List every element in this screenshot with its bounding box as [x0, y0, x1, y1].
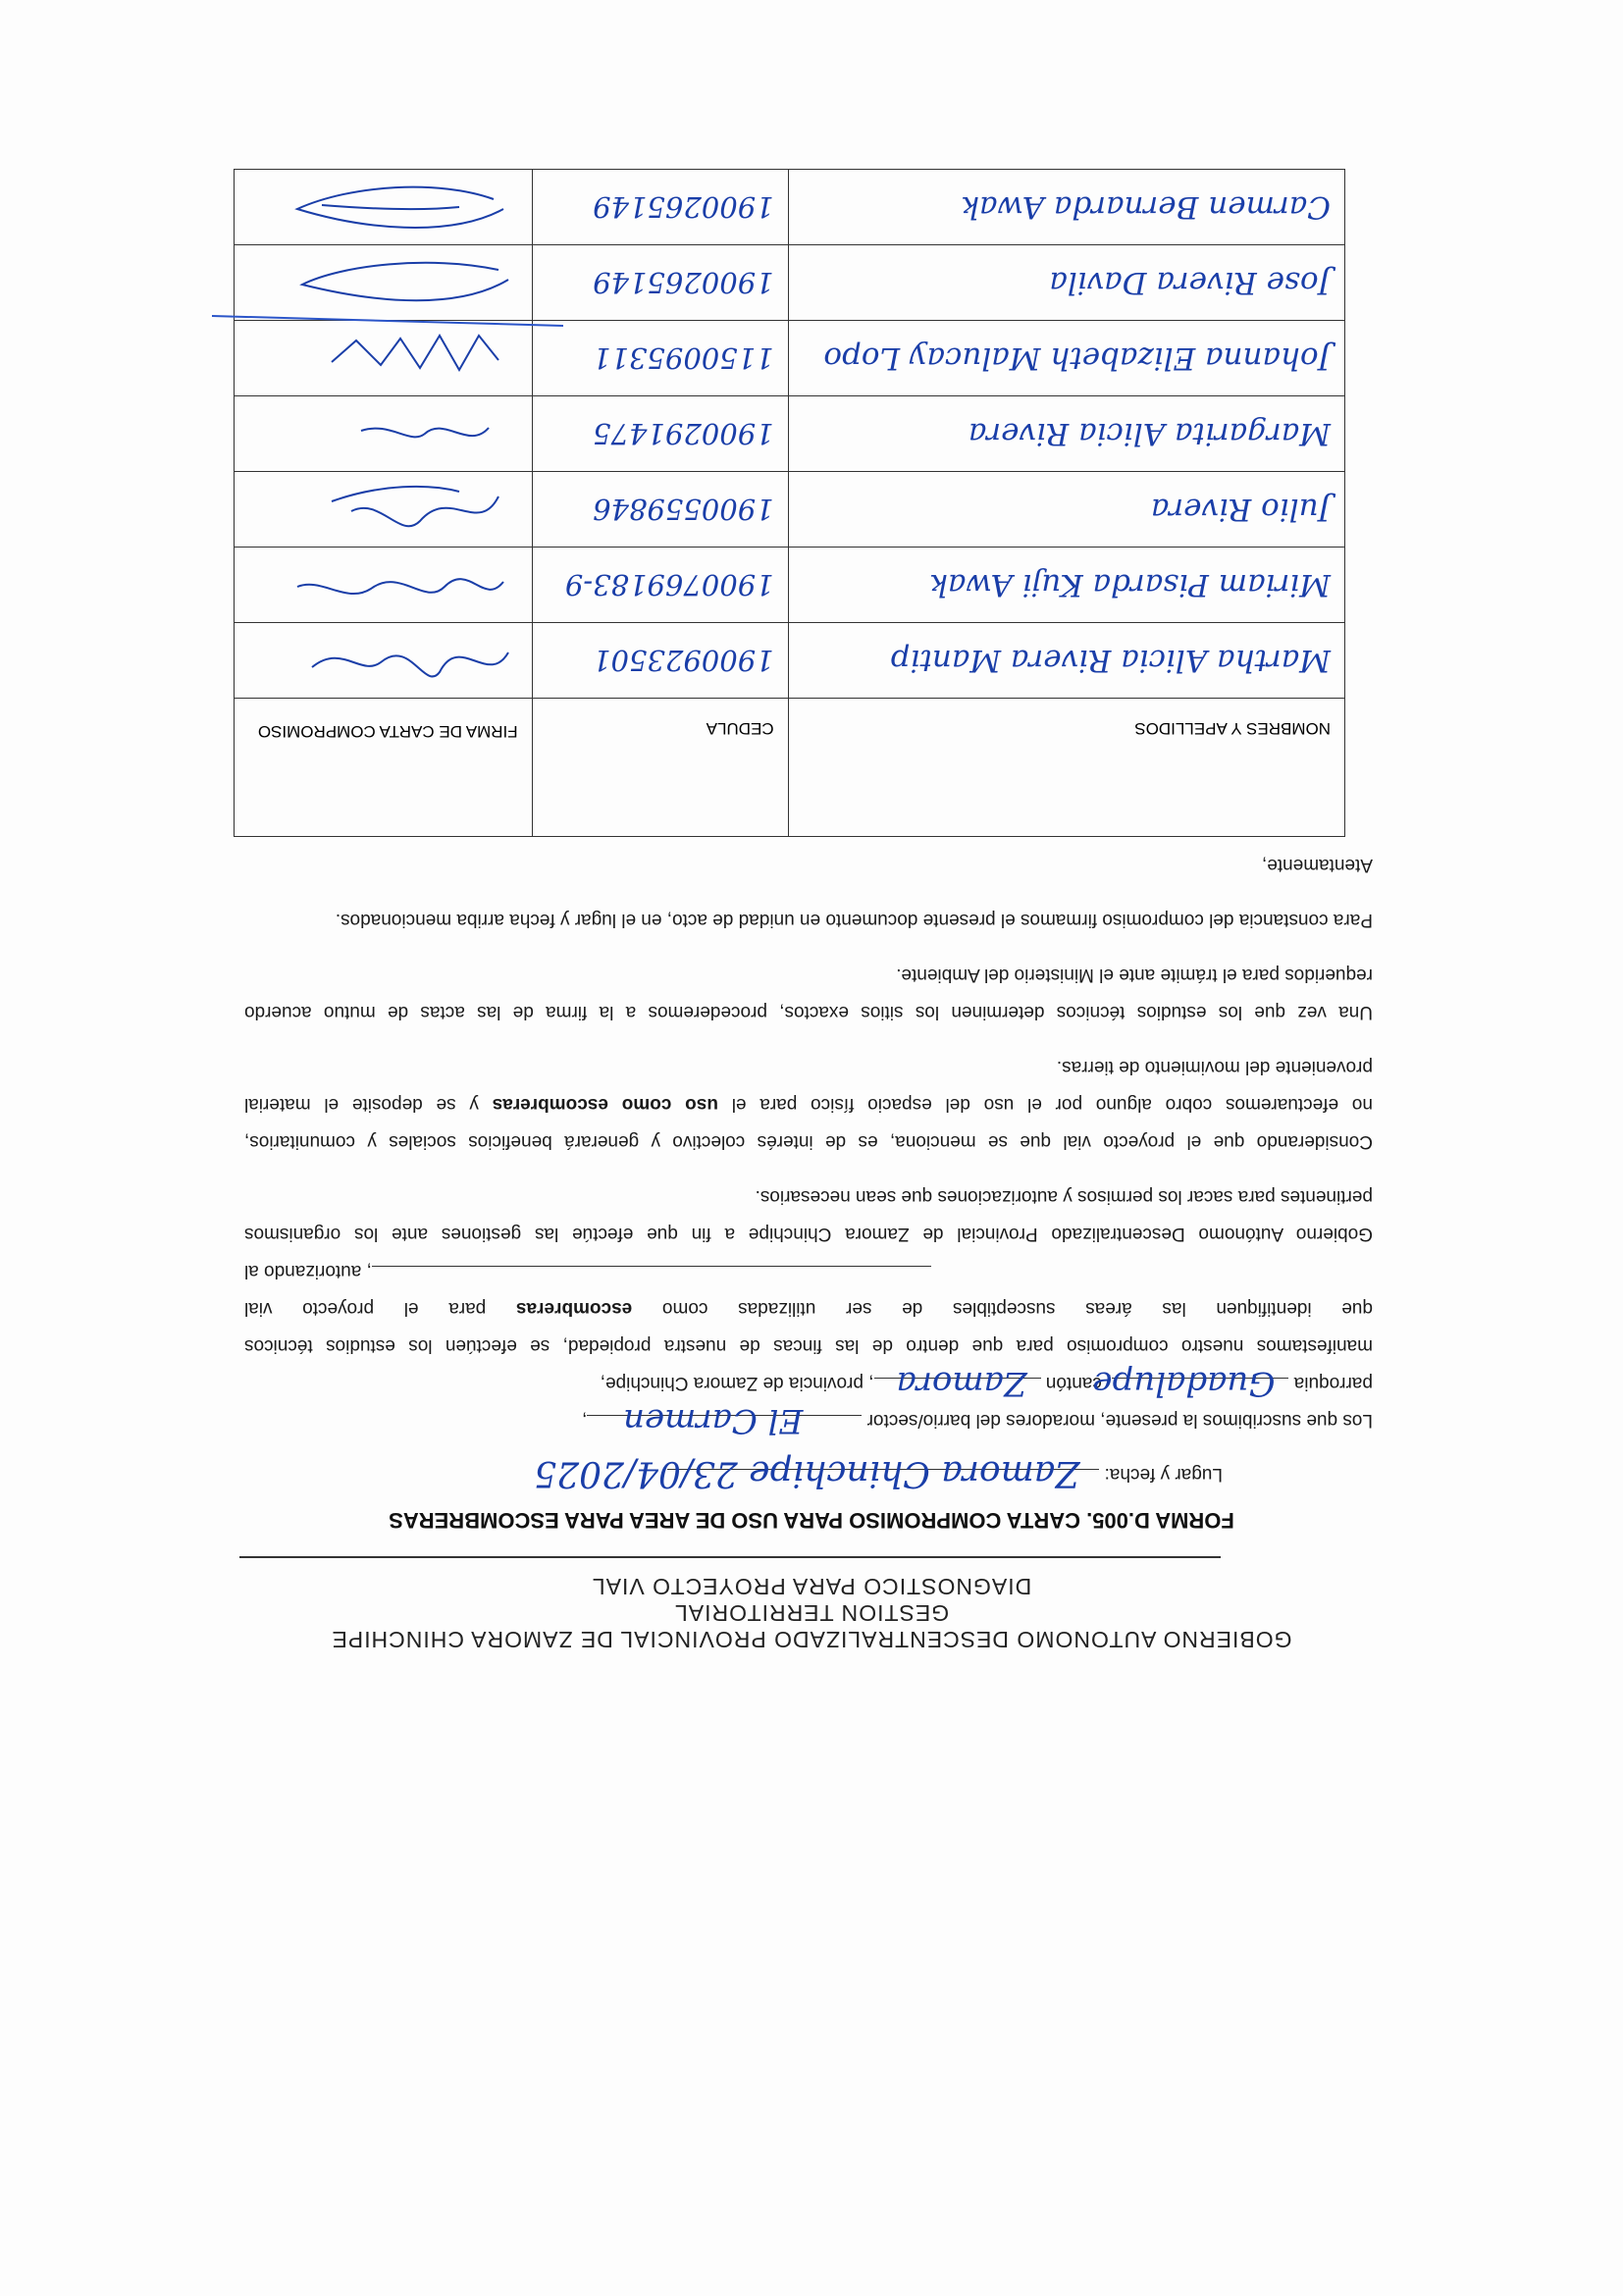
table-row [235, 396, 1345, 472]
pen-stroke [210, 312, 563, 332]
institution-name: GOBIERNO AUTONOMO DESCENTRALIZADO PROVINCIAL DE ZAMORA CHINCHIPE [331, 1627, 1292, 1652]
signer-name-handwritten: Margarita Alicia Rivera [968, 416, 1331, 451]
form-title: FORMA D.005. CARTA COMPROMISO PARA USO DE AREA PARA ESCOMBRERAS [389, 1508, 1234, 1533]
table-row [235, 623, 1345, 699]
closing-salutation: Atentamente, [1261, 855, 1373, 875]
table-row [235, 321, 1345, 396]
handwritten-signature [283, 402, 518, 465]
header-firma: FIRMA DE CARTA COMPROMISO [235, 699, 533, 837]
signer-cedula [532, 623, 788, 699]
signer-cedula-handwritten: 1150095311 [593, 341, 774, 375]
parroquia-field [1092, 1364, 1288, 1403]
signer-cedula-handwritten: 1900923501 [593, 644, 774, 677]
paragraph-1-line-6: Gobierno Autónomo Descentralizado Provincial de Zamora Chinchipe a fin que efectúe las gestiones ante los organismos [244, 1224, 1373, 1244]
header-divider [239, 1556, 1221, 1558]
signer-cedula-handwritten: 1900265149 [593, 190, 774, 224]
signer-name-handwritten: Julio Rivera [1150, 492, 1331, 527]
signer-cedula [532, 396, 788, 472]
handwritten-signature [283, 629, 518, 692]
signer-cedula [532, 472, 788, 548]
paragraph-4: Para constancia del compromiso firmamos el presente documento en unidad de acto, en el lugar y fecha arriba mencionados. [335, 910, 1373, 930]
paragraph-2-line-2: no efectuaremos cobro alguno por el uso del espacio físico para el uso como escombreras y se deposite el material [244, 1094, 1373, 1115]
signer-name [788, 321, 1344, 396]
department-name: GESTION TERRITORIAL [673, 1600, 950, 1626]
paragraph-1-line-7: pertinentes para sacar los permisos y autorizaciones que sean necesarios. [755, 1186, 1373, 1207]
paragraph-3-line-1: Una vez que los estudios técnicos determinen los sitios exactos, procederemos a la firma de las actas de mutuo acuerdo [244, 1002, 1373, 1022]
signer-name-handwritten: Carmen Bernarda Awak [961, 189, 1331, 225]
handwritten-signature [283, 176, 518, 238]
signer-cedula-handwritten: 1900559846 [593, 493, 774, 526]
handwritten-signature [283, 478, 518, 541]
signer-cedula [532, 170, 788, 245]
signer-name [788, 170, 1344, 245]
signer-signature [235, 170, 533, 245]
barrio-field [587, 1401, 862, 1440]
signer-signature [235, 548, 533, 623]
canton-field [874, 1364, 1041, 1403]
paragraph-2-line-3: proveniente del movimiento de tierras. [1056, 1057, 1373, 1077]
signer-cedula [532, 548, 788, 623]
paragraph-1-line-2: parroquia Guadalupe , cantón Zamora , provincia de Zamora Chinchipe, [600, 1364, 1373, 1403]
place-date-line [534, 1453, 1223, 1493]
handwritten-signature [283, 251, 518, 314]
header-cedula: CEDULA [532, 699, 788, 837]
signer-cedula-handwritten: 1900291475 [593, 417, 774, 450]
table-row [235, 548, 1345, 623]
signer-cedula [532, 245, 788, 321]
paragraph-1-line-1: Los que suscribimos la presente, moradores del barrio/sector El Carmen , [582, 1401, 1373, 1440]
signer-name [788, 396, 1344, 472]
signer-name-handwritten: Martha Alicia Rivera Mantip [890, 643, 1331, 678]
table-row [235, 472, 1345, 548]
signer-name-handwritten: Miriam Pisarda Kuji Awak [929, 567, 1331, 602]
signer-cedula-handwritten: 1900769183-9 [564, 568, 774, 601]
paragraph-3-line-2: requeridos para el trámite ante el Ministerio del Ambiente. [896, 965, 1373, 985]
signatures-table [234, 169, 1345, 837]
document-purpose: DIAGNOSTICO PARA PROYECTO VIAL [591, 1574, 1032, 1599]
parroquia-handwritten: Guadalupe [1092, 1364, 1276, 1403]
paragraph-2-line-1: Considerando que el proyecto vial que se menciona, es de interés colectivo y generará beneficios sociales y comunitarios, [244, 1131, 1373, 1152]
header-name: NOMBRES Y APELLIDOS [788, 699, 1344, 837]
table-body [235, 170, 1345, 699]
signer-cedula-handwritten: 1900265149 [593, 266, 774, 299]
place-date-handwritten: Zamora Chinchipe 23/04/2025 [534, 1453, 1080, 1493]
canton-handwritten: Zamora [896, 1364, 1027, 1403]
place-date-field [534, 1453, 1099, 1493]
project-name-field [372, 1266, 931, 1267]
table-header-row [235, 699, 1345, 837]
signer-signature [235, 623, 533, 699]
signer-name [788, 548, 1344, 623]
signer-name [788, 472, 1344, 548]
barrio-handwritten: El Carmen [623, 1401, 804, 1440]
place-date-label: Lugar y fecha: [1104, 1464, 1223, 1485]
signer-name-handwritten: Johanna Elizabeth Malucay Lopo [823, 340, 1331, 376]
signer-signature [235, 321, 533, 396]
paragraph-1-line-3: manifestamos nuestro compromiso para que dentro de las fincas de nuestra propiedad, se efectúen los estudios técnicos [244, 1335, 1373, 1356]
signer-signature [235, 396, 533, 472]
signer-name [788, 623, 1344, 699]
signer-name [788, 245, 1344, 321]
paragraph-1-line-4: que identifiquen las áreas susceptibles de ser utilizadas como escombreras para el proyecto vial [244, 1298, 1373, 1319]
handwritten-signature [283, 553, 518, 616]
table-row [235, 170, 1345, 245]
table-row [235, 245, 1345, 321]
signer-cedula [532, 321, 788, 396]
signer-signature [235, 472, 533, 548]
signer-signature [235, 245, 533, 321]
paragraph-1-line-5: , autorizando al [244, 1258, 1373, 1283]
handwritten-signature [283, 327, 518, 390]
signer-name-handwritten: Jose Rivera Davila [1049, 265, 1331, 300]
